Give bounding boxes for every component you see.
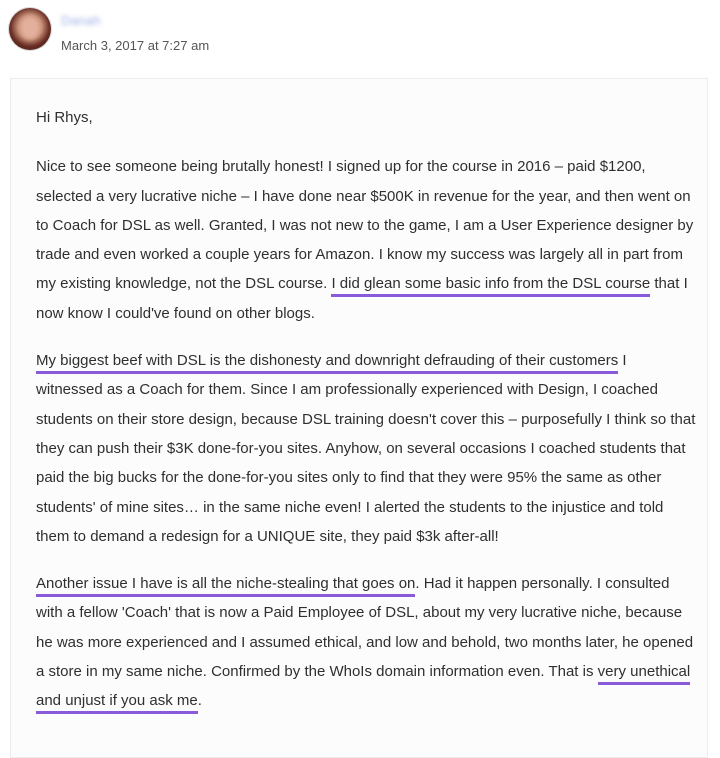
paragraph-text: that I now know I could've found on other blogs. [36, 275, 688, 322]
comment-greeting: Hi Rhys, [36, 109, 93, 126]
highlighted-text: I did glean some basic info from the DSL course [331, 275, 650, 297]
paragraph-text: Nice to see someone being brutally honest! I signed up for the course in 2016 – paid $1200, selected a very lucrative niche – I have done near $500K in revenue for the year, and then went on to Coach for DSL as well. Granted, I was not new to the game, I am a User Experience designer by trade and even worked a couple years for Amazon. I know my success was largely all in part from my existing knowledge, not the DSL course. [36, 158, 694, 293]
paragraph-text: I witnessed as a Coach for them. Since I am professionally experienced with Design, I coached students on their store design, because DSL training doesn't cover this – purposefully I think so that they can push their $3K done-for-you sites. Anyhow, on several occasions I coached students that paid the big bucks for the done-for-you sites only to find that they were 95% the same as other students' of mine sites… in the same niche even! I alerted the students to the injustice and told them to demand a redesign for a UNIQUE site, they paid $3k after-all! [36, 352, 696, 545]
comment-paragraph-1 [36, 152, 696, 328]
avatar[interactable] [9, 8, 51, 50]
highlighted-text: very unethical and unjust if you ask me [36, 663, 690, 714]
comment-paragraph-2 [36, 346, 696, 551]
comment-header [0, 0, 720, 70]
paragraph-text: . Had it happen personally. I consulted with a fellow 'Coach' that is now a Paid Employee of DSL, about my very lucrative niche, because he was more experienced and I assumed ethical, and low and behold, two months later, he opened a store in my same niche. Confirmed by the WhoIs domain information even. That is [36, 575, 694, 681]
comment-body [36, 103, 696, 734]
comment-date[interactable]: March 3, 2017 at 7:27 am [61, 38, 210, 53]
author-name[interactable]: Danah [61, 13, 101, 28]
paragraph-text: . [197, 692, 202, 710]
highlighted-text: Another issue I have is all the niche-stealing that goes on [36, 575, 415, 597]
comment-paragraph-3 [36, 569, 696, 715]
highlighted-text: My biggest beef with DSL is the dishonesty and downright defrauding of their customers [36, 352, 618, 374]
